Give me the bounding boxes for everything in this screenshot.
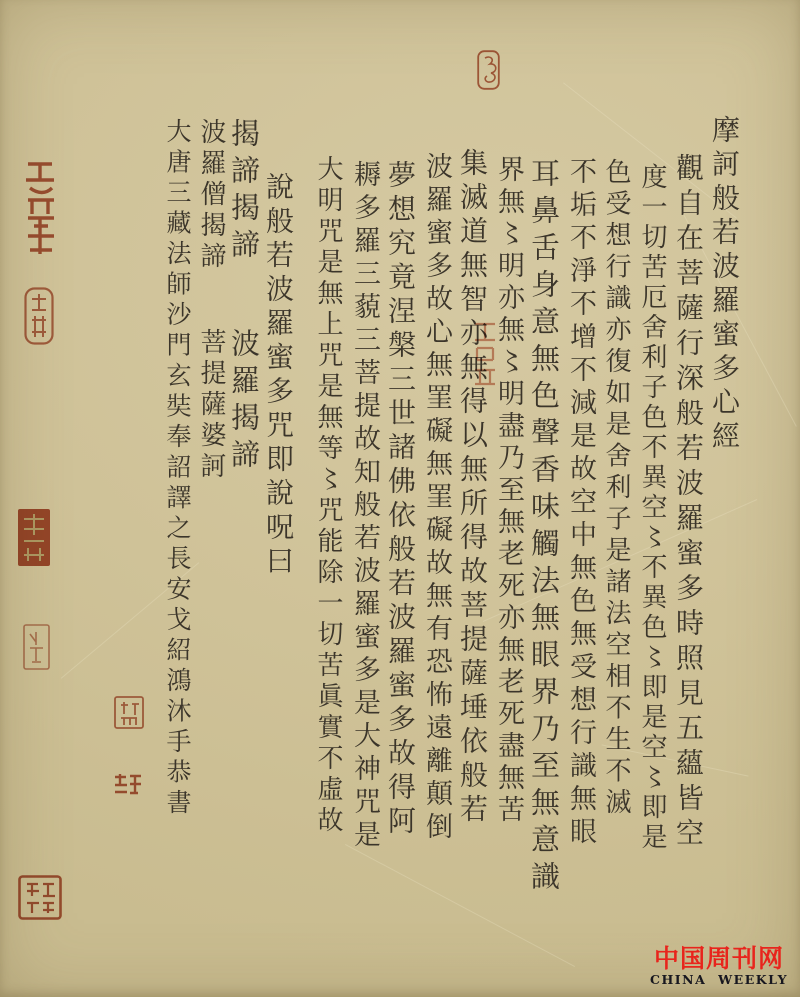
mantra-line-2a: 波羅僧揭諦 xyxy=(196,118,226,273)
sutra-column-5: 不垢不淨不增不減是故空中無色無受想行識無眼 xyxy=(565,157,596,850)
overlay-seal-on-text-icon xyxy=(467,318,503,388)
collector-seal-tall-icon xyxy=(18,160,62,260)
collector-seal-outline-icon xyxy=(23,624,50,670)
sutra-column-11: 耨多羅三藐三菩提故知般若波羅蜜多是大神咒是 xyxy=(349,160,380,853)
mantra-gap xyxy=(244,266,245,328)
mantra-column-2 xyxy=(194,115,227,915)
mantra-column-1 xyxy=(227,115,260,915)
mantra-line-1b: 波羅揭諦 xyxy=(227,328,261,476)
collector-seal-oval-icon xyxy=(24,287,54,345)
heart-sutra-text-block xyxy=(161,115,742,915)
sutra-column-13: 說般若波羅蜜多咒即說呪曰 xyxy=(262,172,295,580)
china-weekly-watermark xyxy=(650,943,788,987)
sutra-column-12: 大明咒是無上咒是無等〻咒能除一切苦眞實不虛故 xyxy=(313,155,343,837)
mantra-line-2b: 菩提薩婆訶 xyxy=(196,328,226,483)
sutra-title-column: 摩訶般若波羅蜜多心經 xyxy=(708,115,741,455)
sutra-column-6: 耳鼻舌身意無色聲香味觸法無眼界乃至無意識 xyxy=(527,158,561,898)
sutra-column-2: 觀自在菩薩行深般若波羅蜜多時照見五蘊皆空 xyxy=(672,153,705,853)
artist-seal-lower-icon xyxy=(111,771,144,799)
watermark-chinese-text: 中国周刊网 xyxy=(654,943,785,973)
watermark-english-text: CHINA WEEKLY xyxy=(650,971,788,987)
artist-seal-upper-icon xyxy=(114,696,144,729)
sutra-column-4: 色受想行識亦復如是舍利子是諸法空相不生不滅 xyxy=(601,158,631,820)
sutra-column-8: 集滅道無智亦無得以無所得故菩提薩埵依般若 xyxy=(456,148,489,828)
colophon-column: 大唐三藏法師沙門玄奘奉詔譯之長安戈紹鴻沐手恭書 xyxy=(163,118,192,820)
gourd-seal-top-icon xyxy=(477,50,500,90)
corner-seal-bottom-left-icon xyxy=(18,875,62,920)
mantra-line-1a: 揭諦揭諦 xyxy=(227,118,261,266)
sutra-column-10: 夢想究竟涅槃三世諸佛依般若波羅蜜多故得阿 xyxy=(384,160,417,840)
sutra-column-7: 界無〻明亦無〻明盡乃至無老死亦無老死盡無苦 xyxy=(493,155,524,827)
mantra-gap xyxy=(211,273,212,328)
sutra-column-3: 度一切苦厄舍利子色不異空〻不異色〻即是空〻即是 xyxy=(637,163,667,853)
sutra-column-9: 波羅蜜多故心無罣礙無罣礙故無有恐怖遠離顛倒 xyxy=(421,152,452,845)
collector-seal-solid-icon xyxy=(18,509,50,566)
